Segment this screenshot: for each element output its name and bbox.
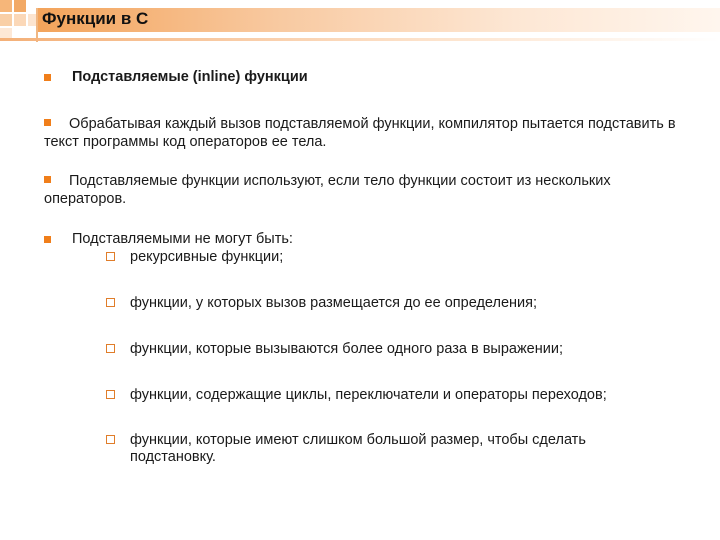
sub-item-text: рекурсивные функции; xyxy=(130,249,284,265)
decor-square xyxy=(14,0,26,12)
bullet-square-icon xyxy=(44,74,51,81)
paragraph-2 xyxy=(44,172,694,208)
decor-square xyxy=(14,14,26,26)
decor-square xyxy=(0,14,12,26)
checkbox-bullet-icon xyxy=(106,298,115,307)
decor-square xyxy=(28,14,36,26)
decor-square xyxy=(0,0,12,12)
header-decoration xyxy=(0,0,720,40)
checkbox-bullet-icon xyxy=(106,390,115,399)
paragraph-1-text: Обрабатывая каждый вызов подставляемой функции, компилятор пытается подставить в текст программы код операторов ее тела. xyxy=(44,116,676,150)
header-underline xyxy=(0,38,720,41)
checkbox-bullet-icon xyxy=(106,435,115,444)
checkbox-bullet-icon xyxy=(106,344,115,353)
paragraph-2-text: Подставляемые функции используют, если тело функции состоит из нескольких операторов. xyxy=(44,173,611,207)
sub-item-text: функции, которые имеют слишком большой размер, чтобы сделать подстановку. xyxy=(130,432,586,465)
paragraph-1 xyxy=(44,115,694,151)
checkbox-bullet-icon xyxy=(106,252,115,261)
sub-item-text: функции, которые вызываются более одного раза в выражении; xyxy=(130,341,563,357)
paragraph-3-text: Подставляемыми не могут быть: xyxy=(72,231,293,247)
title-divider xyxy=(36,8,38,42)
sub-item-text: функции, содержащие циклы, переключатели и операторы переходов; xyxy=(130,387,607,403)
heading-text: Подставляемые (inline) функции xyxy=(72,69,308,85)
bullet-square-icon xyxy=(44,176,51,183)
bullet-square-icon xyxy=(44,236,51,243)
bullet-square-icon xyxy=(44,119,51,126)
slide-title: Функции в С xyxy=(42,9,149,28)
sub-item-text: функции, у которых вызов размещается до ее определения; xyxy=(130,295,537,311)
decor-square xyxy=(0,28,12,38)
